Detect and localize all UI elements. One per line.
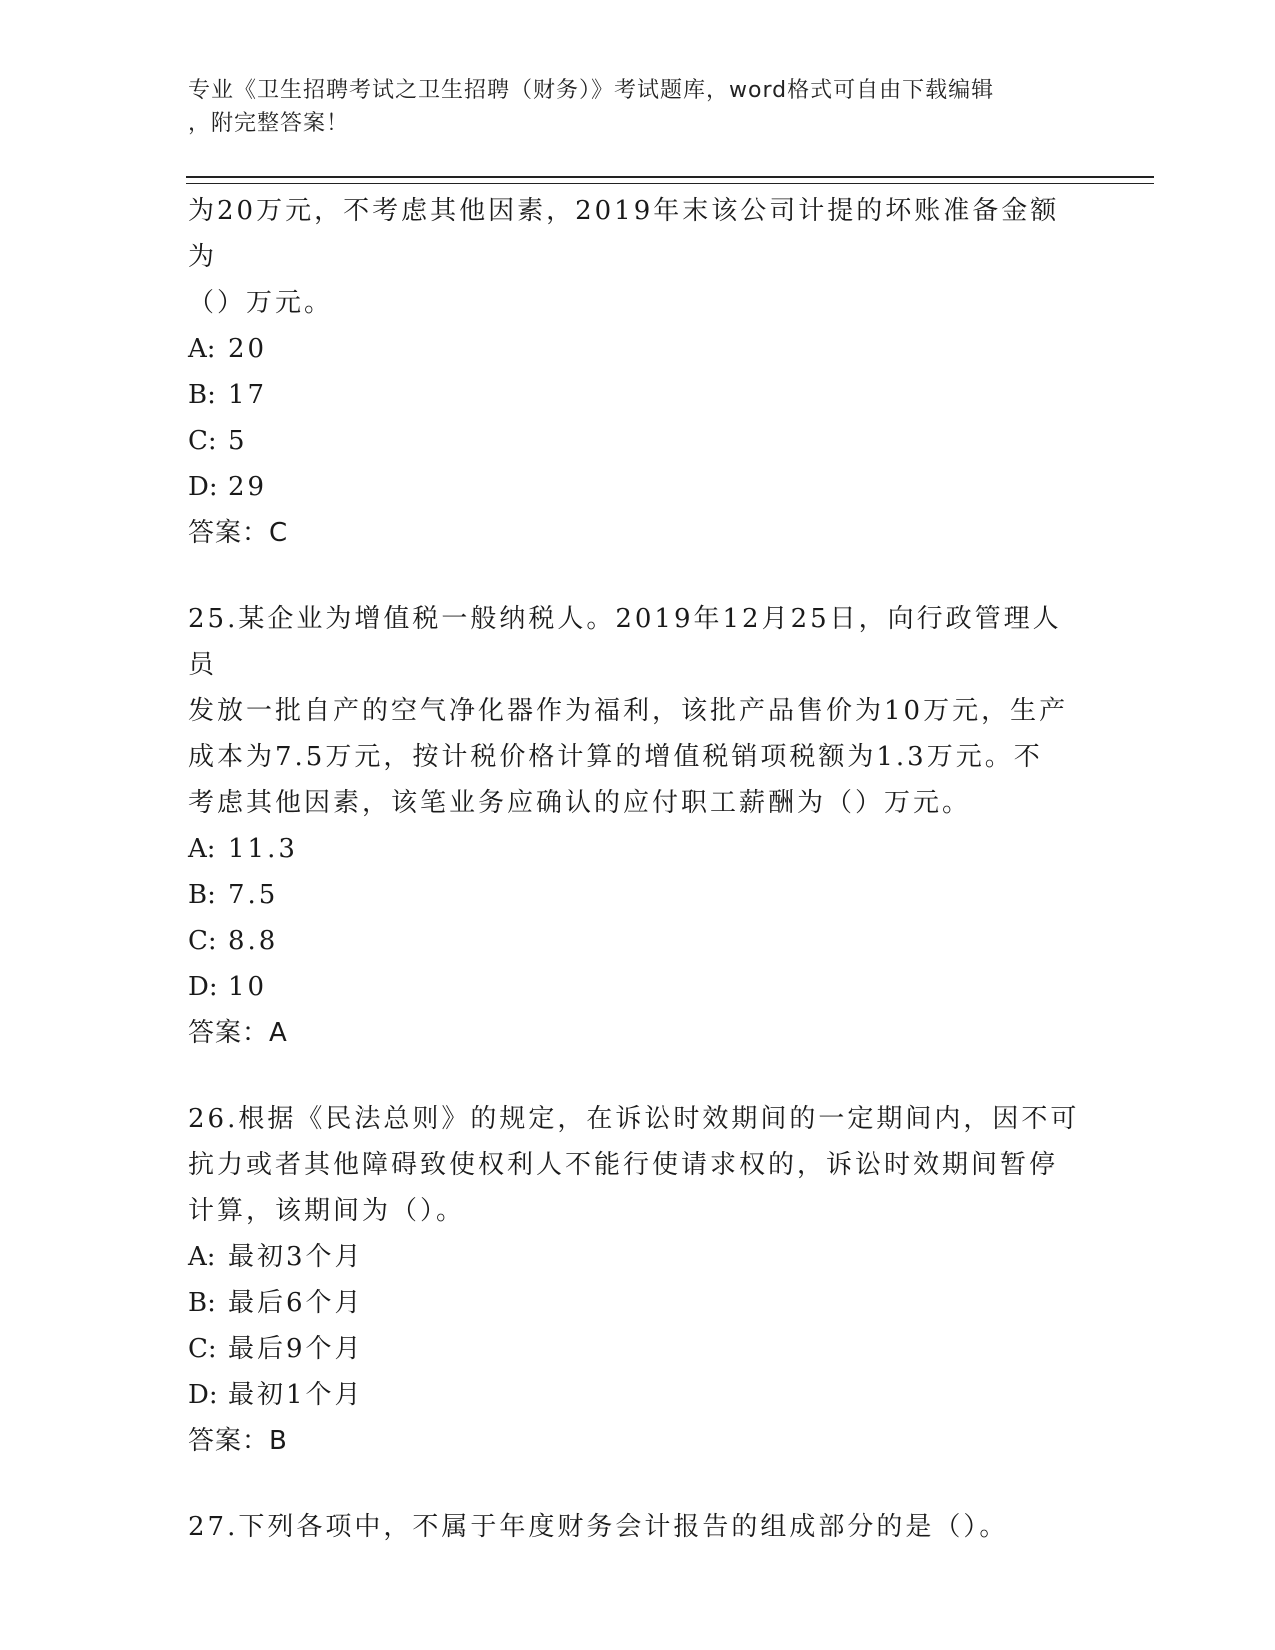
option-text: 10 [228, 972, 268, 1002]
option-c [188, 1326, 1088, 1372]
option-letter: A: [188, 1242, 216, 1272]
option-b [188, 372, 1088, 418]
question-text-line: 成本为7.5万元，按计税价格计算的增值税销项税额为1.3万元。不 [188, 742, 1043, 772]
option-letter: B: [188, 880, 216, 910]
page-header [188, 74, 1068, 140]
option-text: 5 [228, 426, 248, 456]
option-text: 11.3 [228, 834, 298, 864]
option-d [188, 464, 1088, 510]
question-text-line: 发放一批自产的空气净化器作为福利，该批产品售价为10万元，生产 [188, 696, 1069, 726]
option-letter: A: [188, 834, 216, 864]
option-text: 最后9个月 [228, 1334, 364, 1364]
header-line-2: ，附完整答案！ [188, 111, 350, 136]
option-letter: B: [188, 380, 216, 410]
question-text-line: 25.某企业为增值税一般纳税人。2019年12月25日，向行政管理人员 [188, 604, 1062, 680]
option-letter: B: [188, 1288, 216, 1318]
question-text-line: 为20万元，不考虑其他因素，2019年末该公司计提的坏账准备金额为 [188, 196, 1060, 272]
question-item [188, 188, 1088, 556]
option-text: 最初1个月 [228, 1380, 364, 1410]
option-d [188, 964, 1088, 1010]
answer-line: 答案：C [188, 518, 289, 548]
header-rule-thin [186, 183, 1154, 184]
option-d [188, 1372, 1088, 1418]
option-letter: D: [188, 972, 218, 1002]
header-rule-thick [186, 176, 1154, 178]
option-text: 最后6个月 [228, 1288, 364, 1318]
option-text: 最初3个月 [228, 1242, 364, 1272]
option-text: 29 [228, 472, 268, 502]
option-a [188, 826, 1088, 872]
question-item [188, 1096, 1088, 1464]
question-item [188, 1504, 1088, 1550]
option-text: 20 [228, 334, 268, 364]
option-text: 17 [228, 380, 268, 410]
option-text: 7.5 [228, 880, 279, 910]
question-text-line: 27.下列各项中，不属于年度财务会计报告的组成部分的是（）。 [188, 1512, 1009, 1542]
question-list [188, 188, 1088, 1550]
question-text-line: （）万元。 [188, 288, 334, 318]
question-text-line: 抗力或者其他障碍致使权利人不能行使请求权的，诉讼时效期间暂停 [188, 1150, 1059, 1180]
option-letter: D: [188, 472, 218, 502]
header-line-1: 专业《卫生招聘考试之卫生招聘（财务）》考试题库，word格式可自由下载编辑 [188, 78, 995, 103]
option-letter: D: [188, 1380, 218, 1410]
option-a [188, 1234, 1088, 1280]
option-letter: A: [188, 334, 216, 364]
question-item [188, 596, 1088, 1056]
option-c [188, 418, 1088, 464]
question-text-line: 考虑其他因素，该笔业务应确认的应付职工薪酬为（）万元。 [188, 788, 972, 818]
option-letter: C: [188, 426, 217, 456]
option-letter: C: [188, 926, 217, 956]
option-b [188, 1280, 1088, 1326]
option-c [188, 918, 1088, 964]
answer-line: 答案：B [188, 1426, 288, 1456]
question-text-line: 计算，该期间为（）。 [188, 1196, 466, 1226]
option-a [188, 326, 1088, 372]
question-text-line: 26.根据《民法总则》的规定，在诉讼时效期间的一定期间内，因不可 [188, 1104, 1080, 1134]
option-text: 8.8 [228, 926, 279, 956]
option-letter: C: [188, 1334, 217, 1364]
option-b [188, 872, 1088, 918]
answer-line: 答案：A [188, 1018, 288, 1048]
